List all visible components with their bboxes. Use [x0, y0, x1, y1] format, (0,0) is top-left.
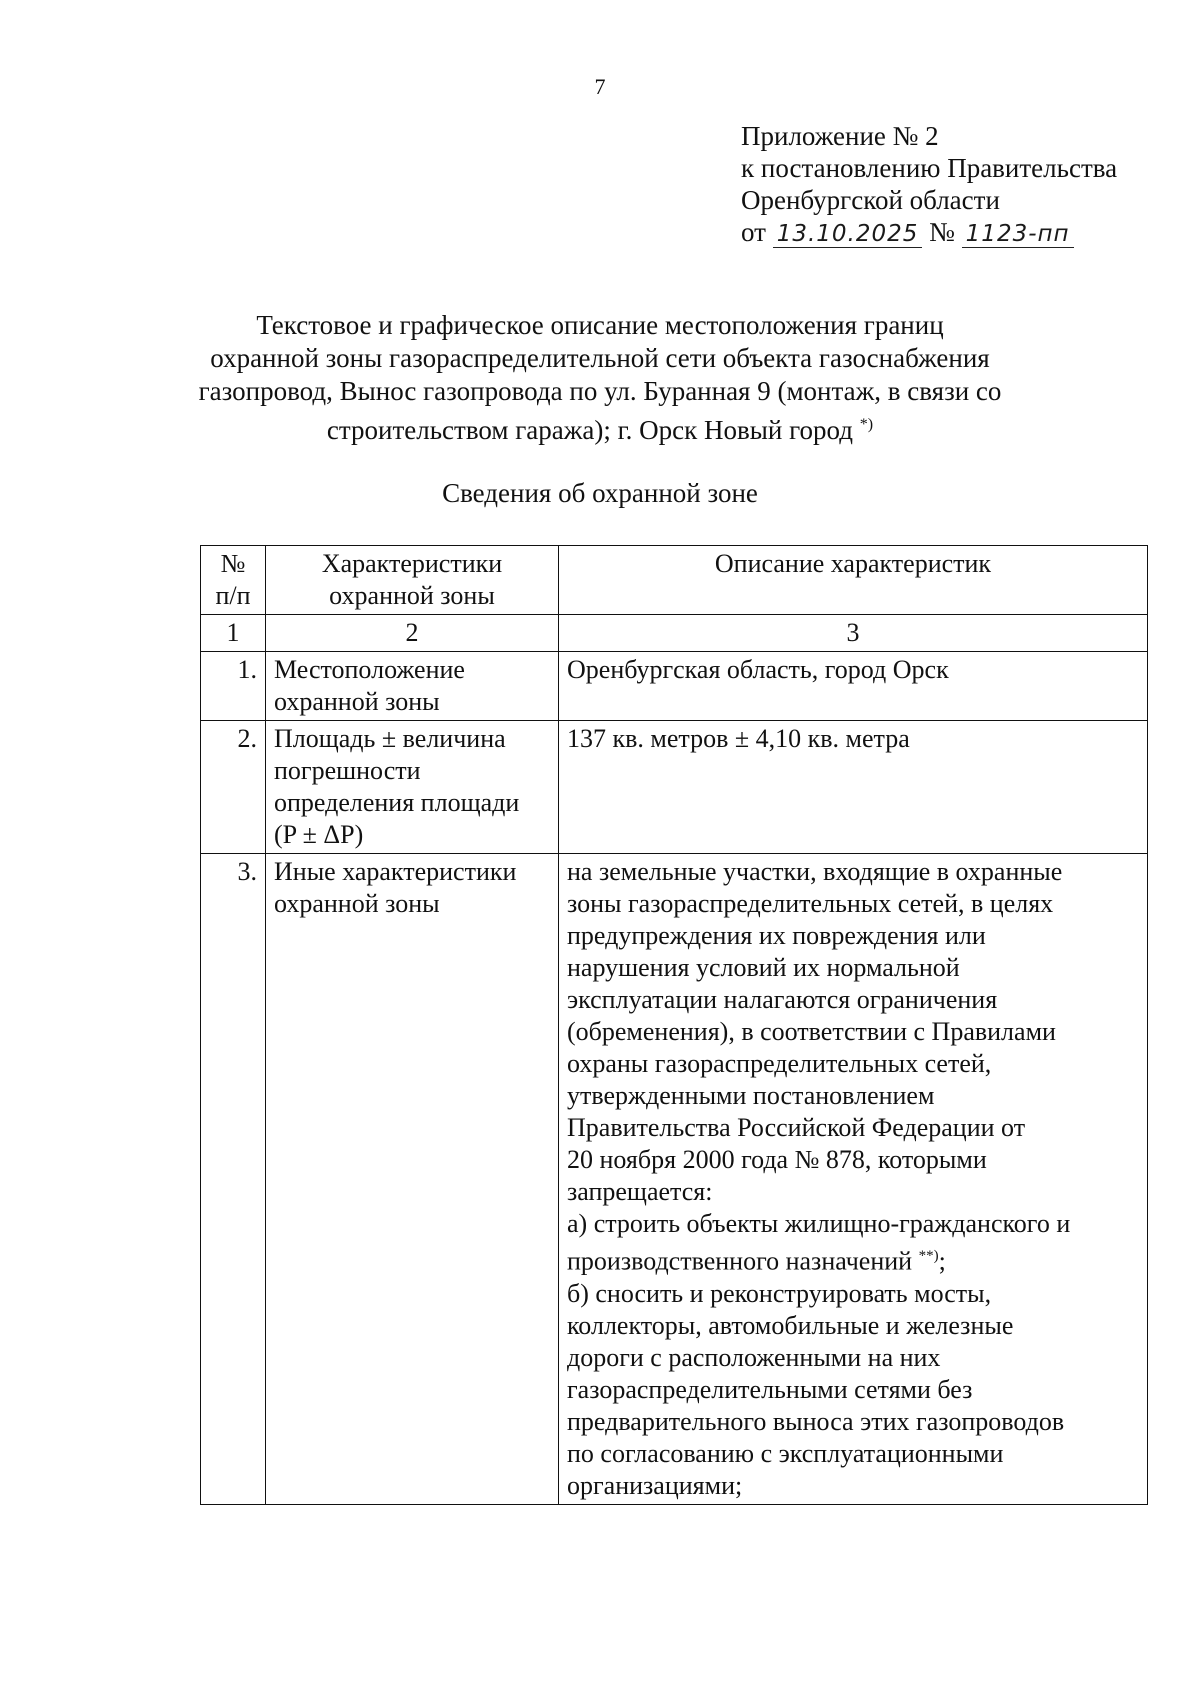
- characteristic-line: погрешности: [274, 756, 421, 785]
- table-header-row: [201, 546, 1148, 615]
- row-characteristic: [266, 854, 559, 1505]
- description-line-punctuation: ;: [938, 1246, 946, 1276]
- description-line-text: производственного назначений: [567, 1246, 913, 1276]
- characteristic-line: (P ± ΔP): [274, 820, 364, 849]
- header-characteristics-line-2: охранной зоны: [329, 581, 495, 610]
- description-line: б) сносить и реконструировать мосты,: [567, 1278, 992, 1308]
- appendix-date-line: [741, 216, 1117, 248]
- description-line: зоны газораспределительных сетей, в целях: [567, 889, 1054, 918]
- description-line-with-footnote: [567, 1240, 1139, 1278]
- description-line: дороги с расположенными на них: [567, 1342, 941, 1372]
- title-line-2: охранной зоны газораспределительной сети объекта газоснабжения: [210, 343, 990, 373]
- characteristic-line: Местоположение: [274, 655, 465, 684]
- header-characteristics-line-1: Характеристики: [321, 549, 503, 578]
- table-row: [201, 721, 1148, 854]
- table-row: [201, 854, 1148, 1505]
- description-line: коллекторы, автомобильные и железные: [567, 1310, 1014, 1340]
- header-number-line-1: №: [220, 549, 246, 578]
- zone-info-table: [200, 545, 1148, 1505]
- description-line: по согласованию с эксплуатационными: [567, 1438, 1004, 1468]
- description-line: 20 ноября 2000 года № 878, которыми: [567, 1145, 987, 1174]
- header-characteristics: [266, 546, 559, 615]
- table-row: [201, 652, 1148, 721]
- characteristic-line: охранной зоны: [274, 687, 440, 716]
- title-line-1: Текстовое и графическое описание местоположения границ: [256, 310, 944, 340]
- appendix-line-3: Оренбургской области: [741, 185, 1000, 215]
- description-line: предупреждения их повреждения или: [567, 921, 986, 950]
- numbering-cell: 2: [266, 615, 559, 652]
- row-characteristic: [266, 652, 559, 721]
- description-line: (обременения), в соответствии с Правилами: [567, 1017, 1056, 1046]
- description-line: нарушения условий их нормальной: [567, 953, 960, 982]
- title-line-3: газопровод, Вынос газопровода по ул. Буранная 9 (монтаж, в связи со: [198, 376, 1002, 406]
- table-numbering-row: [201, 615, 1148, 652]
- characteristic-line: охранной зоны: [274, 889, 440, 918]
- handwritten-number: 1123-пп: [962, 221, 1074, 248]
- description-line: запрещается:: [567, 1177, 713, 1206]
- date-prefix: от: [741, 217, 766, 247]
- description-line: организациями;: [567, 1470, 743, 1500]
- header-description: Описание характеристик: [559, 546, 1148, 615]
- header-number-line-2: п/п: [215, 581, 251, 610]
- row-characteristic: [266, 721, 559, 854]
- appendix-line-1: Приложение № 2: [741, 121, 939, 151]
- title-footnote-mark: *): [859, 416, 874, 433]
- characteristic-line: определения площади: [274, 788, 520, 817]
- appendix-block: [741, 120, 1117, 248]
- description-line: газораспределительными сетями без: [567, 1374, 973, 1404]
- description-line: утвержденными постановлением: [567, 1081, 935, 1110]
- document-title: [180, 309, 1020, 447]
- description-line: на земельные участки, входящие в охранные: [567, 857, 1063, 886]
- number-prefix: №: [929, 217, 955, 247]
- row-number: 1.: [201, 652, 266, 721]
- description-line: эксплуатации налагаются ограничения: [567, 985, 998, 1014]
- row-description: Оренбургская область, город Орск: [559, 652, 1148, 721]
- numbering-cell: 3: [559, 615, 1148, 652]
- section-title: Сведения об охранной зоне: [442, 478, 758, 508]
- description-line: а) строить объекты жилищно-гражданского и: [567, 1209, 1071, 1238]
- row-description: 137 кв. метров ± 4,10 кв. метра: [559, 721, 1148, 854]
- appendix-line-2: к постановлению Правительства: [741, 153, 1118, 183]
- numbering-cell: 1: [201, 615, 266, 652]
- description-line: предварительного выноса этих газопроводов: [567, 1406, 1065, 1436]
- title-line-4: [180, 408, 1020, 447]
- page-number: 7: [594, 74, 606, 99]
- description-line: Правительства Российской Федерации от: [567, 1113, 1026, 1142]
- description-footnote-mark: **): [918, 1248, 939, 1264]
- handwritten-date: 13.10.2025: [773, 221, 923, 248]
- title-line-4-text: строительством гаража); г. Орск Новый город: [326, 415, 853, 445]
- description-line: охраны газораспределительных сетей,: [567, 1049, 992, 1078]
- characteristic-line: Площадь ± величина: [274, 724, 506, 753]
- row-number: 3.: [201, 854, 266, 1505]
- row-description: [559, 854, 1148, 1505]
- characteristic-line: Иные характеристики: [274, 857, 517, 886]
- header-number: [201, 546, 266, 615]
- row-number: 2.: [201, 721, 266, 854]
